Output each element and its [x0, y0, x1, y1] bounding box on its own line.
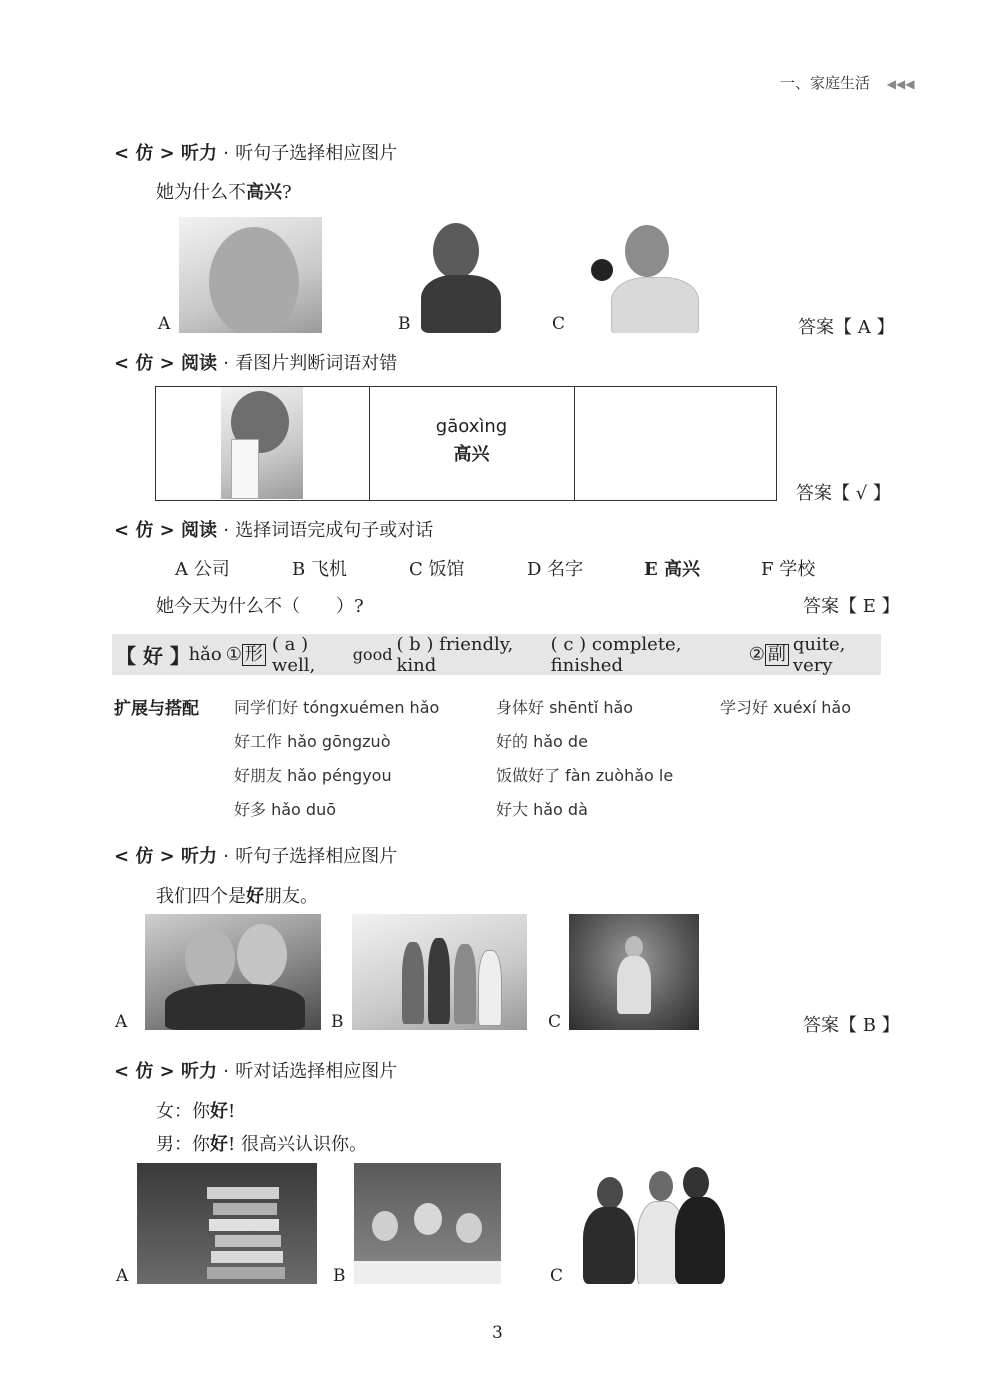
dot: ·	[223, 846, 229, 867]
table-cell-word	[369, 387, 575, 500]
option-c: C 饭馆	[409, 559, 465, 580]
instruction: 听句子选择相应图片	[235, 143, 398, 164]
extension-label: 扩展与搭配	[114, 699, 199, 719]
word-pinyin: gāoxìng	[435, 416, 508, 437]
def-good: good	[352, 645, 393, 664]
question-sentence: 她为什么不高兴?	[156, 182, 292, 203]
dot: ·	[223, 353, 229, 374]
dot: ·	[223, 1061, 229, 1082]
dot: ·	[223, 143, 229, 164]
photo-business-handshake	[571, 1163, 741, 1284]
answer-4: 答案【 B 】	[803, 1015, 900, 1036]
photo-two-women	[145, 914, 321, 1030]
collocation: 饭做好了 fàn zuòhǎo le	[496, 766, 674, 785]
question-sentence: 我们四个是好朋友。	[156, 886, 318, 907]
collocation: 好的 hǎo de	[496, 732, 588, 751]
microphone-icon	[591, 259, 613, 281]
instruction: 看图片判断词语对错	[235, 353, 398, 374]
option-d: D 名字	[527, 559, 584, 580]
option-label-a: A	[158, 314, 171, 334]
photo-children-in-classroom	[354, 1163, 501, 1284]
option-label-a: A	[115, 1012, 128, 1032]
photo-man-sitting-alone	[569, 914, 699, 1030]
option-label-c: C	[550, 1266, 564, 1286]
section-2-title	[114, 349, 397, 375]
collocation: 学习好 xuéxí hǎo	[720, 698, 851, 717]
photo-stack-of-books	[137, 1163, 317, 1284]
section-tag: < 仿 > 阅读	[114, 520, 217, 541]
answer-2: 答案【 √ 】	[796, 483, 891, 504]
section-tag: < 仿 > 听力	[114, 143, 217, 164]
collocation: 好多 hǎo duō	[234, 800, 336, 819]
entry-headword: 【 好 】	[116, 644, 190, 668]
judgement-table	[155, 386, 777, 501]
collocation: 好朋友 hǎo péngyou	[234, 766, 392, 785]
def-a: ( a ) well,	[271, 633, 316, 676]
collocation: 身体好 shēntǐ hǎo	[496, 698, 634, 717]
section-4-title	[114, 842, 397, 868]
def-adverb: quite, very	[792, 633, 846, 676]
milk-glass-icon	[231, 439, 259, 499]
table-cell-empty	[574, 387, 776, 500]
instruction: 选择词语完成句子或对话	[235, 520, 434, 541]
option-a: A 公司	[175, 559, 230, 580]
entry-pinyin: hǎo	[188, 644, 222, 665]
answer-1: 答案【 A 】	[798, 317, 895, 338]
option-label-a: A	[116, 1266, 129, 1286]
table-cell-picture	[156, 387, 370, 500]
section-tag: < 仿 > 听力	[114, 1061, 217, 1082]
photo-surprised-woman	[419, 217, 503, 333]
option-e: E 高兴	[644, 559, 700, 580]
option-label-b: B	[331, 1012, 344, 1032]
option-b: B 飞机	[292, 559, 347, 580]
option-label-b: B	[398, 314, 411, 334]
sense-number-2: ②	[748, 644, 765, 665]
header-arrows-icon: ◀◀◀	[886, 77, 915, 91]
section-tag: < 仿 > 听力	[114, 846, 217, 867]
section-5-title	[114, 1057, 397, 1083]
section-tag: < 仿 > 阅读	[114, 353, 217, 374]
option-f: F 学校	[761, 559, 816, 580]
section-1-title	[114, 139, 397, 165]
word-hanzi: 高兴	[453, 444, 490, 465]
dot: ·	[223, 520, 229, 541]
photo-boy-with-milk	[221, 387, 303, 499]
option-label-b: B	[333, 1266, 346, 1286]
page-number: 3	[492, 1323, 503, 1343]
collocation: 好工作 hǎo gōngzuò	[234, 732, 391, 751]
pos-adjective-badge: 形	[242, 644, 266, 666]
option-label-c: C	[552, 314, 566, 334]
photo-singing-man	[577, 217, 707, 333]
photo-crying-child	[179, 217, 322, 333]
instruction: 听句子选择相应图片	[235, 846, 398, 867]
collocation: 好大 hǎo dà	[496, 800, 588, 819]
dialogue-line-man: 男：你好! 很高兴认识你。	[156, 1134, 367, 1155]
sense-number-1: ①	[225, 644, 242, 665]
collocation: 同学们好 tóngxuémen hǎo	[234, 698, 440, 717]
header-section-title: 一、家庭生活	[780, 74, 871, 92]
answer-3: 答案【 E 】	[803, 596, 900, 617]
dialogue-line-woman: 女：你好!	[156, 1101, 236, 1122]
section-3-title	[114, 516, 433, 542]
def-b: ( b ) friendly, kind	[396, 633, 514, 676]
photo-four-friends	[352, 914, 527, 1030]
option-label-c: C	[548, 1012, 562, 1032]
def-c: ( c ) complete, finished	[550, 633, 682, 676]
fill-blank-sentence: 她今天为什么不（ ）?	[156, 596, 364, 617]
pos-adverb-badge: 副	[765, 644, 789, 666]
running-header	[780, 72, 914, 93]
entry-band	[112, 634, 881, 675]
instruction: 听对话选择相应图片	[235, 1061, 398, 1082]
